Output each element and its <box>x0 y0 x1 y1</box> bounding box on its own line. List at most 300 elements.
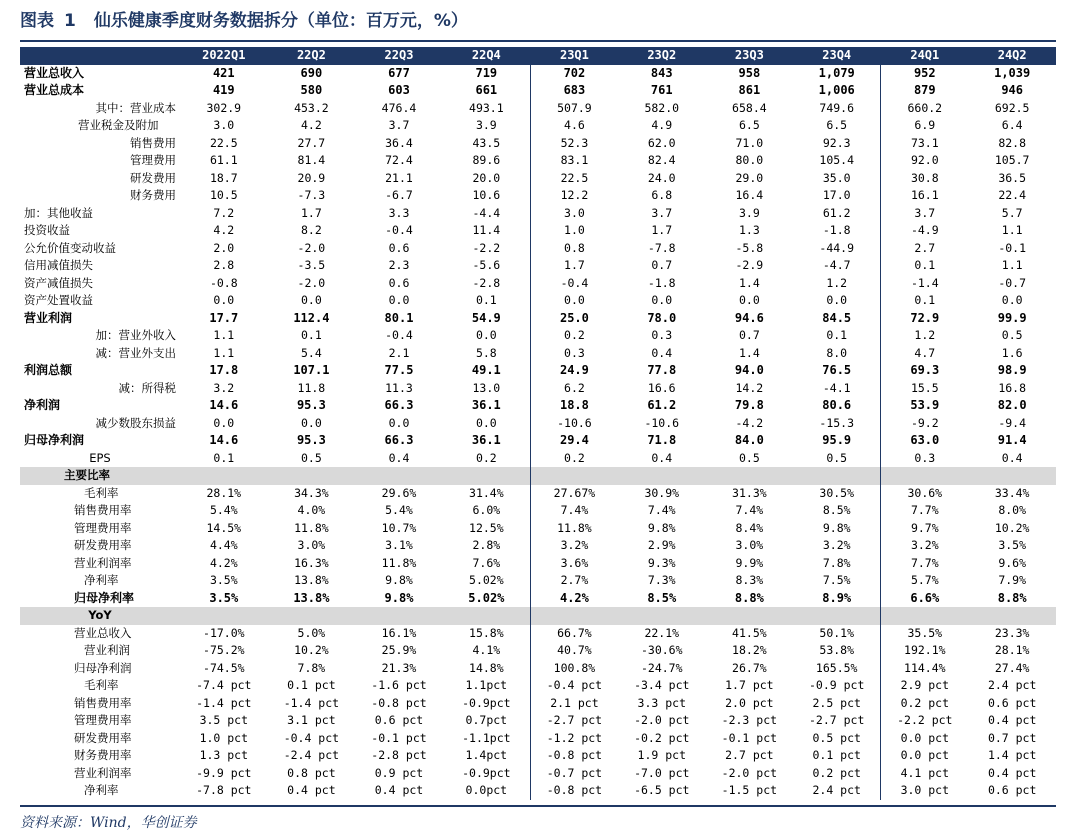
value-cell: 3.6% <box>530 555 618 573</box>
value-cell: 861 <box>738 83 761 97</box>
value-cell: 0.4 <box>651 345 673 360</box>
value-cell: 1.7 <box>651 223 673 237</box>
column-header: 23Q4 <box>793 47 881 65</box>
value-cell: 3.5% <box>209 590 239 605</box>
column-header: 23Q3 <box>706 47 794 65</box>
row-label: 资产处置收益 <box>24 293 93 307</box>
row-label: 营业利润率 <box>74 765 132 780</box>
row-label: 减：营业外支出 <box>95 345 176 360</box>
value-cell: 16.1 <box>881 187 969 205</box>
value-cell: 10.2% <box>994 520 1030 535</box>
value-cell: 4.0% <box>297 503 326 517</box>
value-cell: 82.4 <box>647 153 676 167</box>
value-cell: 1.1 <box>213 328 235 342</box>
table-row <box>20 712 1056 730</box>
row-label: 营业税金及附加 <box>78 118 159 132</box>
value-cell: 3.0 <box>213 118 235 132</box>
value-cell: 580 <box>300 83 323 97</box>
value-cell: 0.3 <box>651 328 673 342</box>
value-cell: 1.0 <box>530 222 618 240</box>
value-cell: 7.7% <box>881 502 969 520</box>
value-cell: 0.0 <box>738 293 760 307</box>
value-cell: 1.4 <box>738 275 760 290</box>
value-cell: 192.1% <box>881 642 969 660</box>
value-cell: 5.02% <box>469 573 504 587</box>
value-cell: 1.7 <box>530 257 618 275</box>
value-cell: -44.9 <box>819 240 855 255</box>
value-cell: 26.7% <box>732 660 767 675</box>
value-cell: 1.9 pct <box>637 748 686 762</box>
value-cell: 3.2 <box>213 380 235 395</box>
value-cell: 35.5% <box>881 625 969 643</box>
table-row <box>20 765 1056 783</box>
column-header: 23Q2 <box>618 47 706 65</box>
value-cell: 1.0 pct <box>199 730 249 745</box>
value-cell: 7.6% <box>472 555 501 570</box>
value-cell: 0.0 <box>213 415 235 430</box>
value-cell: 4.2% <box>530 590 618 608</box>
value-cell: 12.2 <box>530 187 618 205</box>
value-cell: 4.7 <box>881 345 969 363</box>
value-cell: 30.9% <box>644 485 680 500</box>
value-cell: 0.1 pct <box>812 748 861 762</box>
value-cell: -1.6 pct <box>371 678 427 692</box>
value-cell: 3.3 <box>388 205 410 220</box>
table-row <box>20 502 1056 520</box>
title-rule <box>20 40 1056 42</box>
value-cell: 94.0 <box>734 363 764 377</box>
value-cell: 3.2% <box>822 538 851 552</box>
value-cell <box>706 467 794 485</box>
column-header: 24Q2 <box>968 47 1056 65</box>
value-cell: -4.1 <box>822 380 851 395</box>
value-cell: -1.8 <box>647 275 676 290</box>
value-cell: 14.8% <box>469 660 504 675</box>
value-cell: 21.3% <box>381 660 417 675</box>
value-cell: 95.9 <box>822 433 852 447</box>
value-cell: 0.0 <box>301 415 322 430</box>
row-label: 销售费用率 <box>74 695 132 710</box>
value-cell: 105.4 <box>819 153 855 167</box>
value-cell: 27.7 <box>297 135 326 150</box>
value-cell: 16.8 <box>998 380 1027 395</box>
value-cell: 5.8 <box>475 345 497 360</box>
value-cell: 15.8% <box>469 625 504 640</box>
value-cell: 0.6 <box>388 240 410 255</box>
value-cell: 13.8% <box>293 590 330 605</box>
value-cell: 25.9% <box>381 643 417 657</box>
value-cell: -2.7 pct <box>809 713 865 727</box>
value-cell: 5.0% <box>297 625 326 640</box>
value-cell: 0.4 pct <box>987 713 1037 727</box>
value-cell: 0.2 pct <box>812 765 861 780</box>
value-cell: 952 <box>881 65 969 83</box>
value-cell: 23.3% <box>994 625 1030 640</box>
value-cell: -0.9 pct <box>809 678 865 692</box>
value-cell: -4.9 <box>881 222 969 240</box>
value-cell: 71.0 <box>735 135 764 150</box>
value-cell: -2.0 <box>297 275 326 290</box>
value-cell: 453.2 <box>294 100 329 115</box>
table-row <box>20 117 1056 135</box>
value-cell: 53.9 <box>881 397 969 415</box>
value-cell: 0.6 pct <box>987 783 1037 797</box>
value-cell: 661 <box>475 83 498 97</box>
value-cell: -0.9pct <box>462 695 511 710</box>
value-cell: 1.7 <box>301 205 322 220</box>
row-label: YoY <box>20 607 180 625</box>
value-cell: -0.7 <box>998 275 1027 290</box>
value-cell: 2.7% <box>530 572 618 590</box>
column-header: 23Q1 <box>530 47 618 65</box>
row-label: 净利润 <box>24 398 61 412</box>
table-row <box>20 660 1056 678</box>
value-cell: 114.4% <box>881 660 969 678</box>
figure-title-text: 仙乐健康季度财务数据拆分（单位：百万元，%） <box>93 11 468 31</box>
figure-title <box>20 8 468 34</box>
value-cell: 22.4 <box>998 188 1027 202</box>
value-cell: 76.5 <box>822 363 852 377</box>
value-cell: 0.0 pct <box>881 747 969 765</box>
value-cell: 73.1 <box>881 135 969 153</box>
value-cell: 692.5 <box>994 100 1030 115</box>
value-cell: -0.7 pct <box>530 765 618 783</box>
row-label: 加：营业外收入 <box>95 328 176 342</box>
value-cell: 0.0pct <box>465 783 508 797</box>
table-row <box>20 625 1056 643</box>
value-cell: 2.7 <box>881 240 969 258</box>
row-label: 销售费用率 <box>74 503 132 517</box>
value-cell: 36.1 <box>471 433 501 447</box>
value-cell: 94.6 <box>734 310 764 325</box>
value-cell: 879 <box>881 82 969 100</box>
value-cell: 3.7 <box>388 118 410 132</box>
value-cell: 16.4 <box>735 188 764 202</box>
value-cell: 6.9 <box>881 117 969 135</box>
value-cell: -1.5 pct <box>721 783 778 797</box>
row-label: 利润总额 <box>24 363 73 377</box>
value-cell: 5.4% <box>385 503 413 517</box>
value-cell: 9.8% <box>822 520 851 535</box>
value-cell <box>793 467 881 485</box>
value-cell <box>268 607 356 625</box>
value-cell: 35.0 <box>822 170 851 185</box>
value-cell: 0.0 pct <box>881 730 969 748</box>
value-cell: 1.4pct <box>465 748 508 762</box>
value-cell: 112.4 <box>293 310 330 325</box>
value-cell: 2.0 <box>213 240 235 255</box>
value-cell: 92.0 <box>881 152 969 170</box>
value-cell: -0.1 pct <box>371 730 427 745</box>
value-cell: 761 <box>650 83 673 97</box>
value-cell: 0.4 <box>1001 450 1023 465</box>
value-cell: 10.7% <box>381 520 417 535</box>
value-cell: -4.4 <box>472 205 501 220</box>
value-cell: 476.4 <box>381 100 417 115</box>
row-label: 加：其他收益 <box>24 205 93 220</box>
value-cell: -3.5 <box>297 258 326 272</box>
table-row <box>20 450 1056 468</box>
value-cell: 61.2 <box>822 205 851 220</box>
value-cell: 3.3 pct <box>637 695 686 710</box>
value-cell: 0.0 <box>826 293 848 307</box>
value-cell: 6.2 <box>530 380 618 398</box>
value-cell: -5.8 <box>735 240 764 255</box>
value-cell: 8.5% <box>647 590 677 605</box>
value-cell: 41.5% <box>732 625 767 640</box>
value-cell: 0.4 <box>388 450 410 465</box>
figure-number: 1 <box>64 11 76 31</box>
value-cell <box>180 607 268 625</box>
section-header-row <box>20 467 1056 485</box>
value-cell: 14.5% <box>206 520 242 535</box>
value-cell: -1.4 pct <box>283 695 340 710</box>
value-cell: -74.5% <box>203 660 245 675</box>
value-cell: 0.5 <box>301 450 322 465</box>
value-cell: 72.9 <box>881 310 969 328</box>
value-cell: 11.8 <box>297 380 326 395</box>
value-cell: -9.4 <box>998 415 1027 430</box>
value-cell: -0.4 <box>530 275 618 293</box>
value-cell: -7.3 <box>297 188 326 202</box>
value-cell: 0.0 <box>475 328 497 342</box>
value-cell: 1,039 <box>994 65 1031 80</box>
value-cell: -1.8 <box>822 223 851 237</box>
value-cell: 0.5 <box>1001 328 1023 342</box>
value-cell: 2.3 <box>388 258 410 272</box>
value-cell: 40.7% <box>530 642 618 660</box>
value-cell: 107.1 <box>293 363 330 377</box>
value-cell: -17.0% <box>203 625 245 640</box>
value-cell: 0.0 <box>1001 293 1023 307</box>
value-cell: 2.4 pct <box>987 678 1037 692</box>
value-cell: -0.4 pct <box>283 730 340 745</box>
row-label: 减少数股东损益 <box>95 415 176 430</box>
value-cell: 20.9 <box>297 170 326 185</box>
value-cell: 3.5% <box>998 538 1027 552</box>
figure-label: 图表 <box>20 11 54 31</box>
value-cell: 22.1% <box>644 625 680 640</box>
row-label: 管理费用率 <box>74 713 132 727</box>
value-cell: 946 <box>1001 83 1024 97</box>
value-cell: 79.8 <box>734 398 764 412</box>
value-cell: 95.3 <box>296 433 326 447</box>
value-cell: 20.0 <box>472 170 501 185</box>
value-cell: 0.0 <box>388 293 410 307</box>
value-cell: 0.0 <box>530 292 618 310</box>
value-cell: -2.0 pct <box>634 713 690 727</box>
value-cell: 3.2% <box>530 537 618 555</box>
row-label: 营业总成本 <box>24 83 85 97</box>
value-cell <box>881 467 969 485</box>
value-cell: 7.9% <box>998 573 1027 587</box>
value-cell: 2.5 pct <box>812 695 861 710</box>
value-cell: 9.3% <box>647 555 676 570</box>
value-cell: 419 <box>212 83 235 97</box>
value-cell: 0.6 <box>388 275 410 290</box>
row-label: 资产减值损失 <box>24 275 93 290</box>
section-header-row <box>20 607 1056 625</box>
value-cell: 690 <box>300 65 323 80</box>
value-cell: 0.6 pct <box>987 695 1037 710</box>
value-cell: 0.1 <box>475 293 497 307</box>
value-cell: 84.5 <box>822 310 852 325</box>
table-row <box>20 135 1056 153</box>
value-cell: 18.2% <box>732 643 767 657</box>
value-cell: 4.4% <box>209 538 238 552</box>
value-cell: 78.0 <box>647 310 677 325</box>
value-cell: -0.4 <box>385 328 413 342</box>
value-cell: 3.2% <box>881 537 969 555</box>
value-cell: 80.0 <box>735 153 764 167</box>
value-cell: 3.0 pct <box>881 782 969 800</box>
value-cell: -30.6% <box>640 643 683 657</box>
value-cell: 8.3% <box>735 573 764 587</box>
table-row <box>20 747 1056 765</box>
value-cell: 1.4 <box>738 345 760 360</box>
value-cell: 0.0 <box>213 293 235 307</box>
value-cell: -6.7 <box>385 188 413 202</box>
value-cell: 0.0 <box>301 293 322 307</box>
row-label: 研发费用率 <box>74 730 132 745</box>
value-cell: -4.7 <box>822 258 851 272</box>
value-cell: 82.8 <box>998 135 1027 150</box>
value-cell: 2.8% <box>472 538 501 552</box>
value-cell: 0.1 <box>826 328 848 342</box>
value-cell: 5.4% <box>209 503 238 517</box>
value-cell: 66.3 <box>384 433 414 447</box>
value-cell: 80.1 <box>384 310 414 325</box>
table-row <box>20 100 1056 118</box>
value-cell: 8.4% <box>735 520 764 535</box>
value-cell: 49.1 <box>471 363 501 377</box>
value-cell <box>355 467 443 485</box>
row-label: 净利率 <box>84 573 119 587</box>
value-cell: 1.3 pct <box>199 748 249 762</box>
value-cell: 10.6 <box>472 188 501 202</box>
table-row <box>20 695 1056 713</box>
value-cell: -0.4 pct <box>530 677 618 695</box>
value-cell: 11.4 <box>472 223 501 237</box>
value-cell: 71.8 <box>647 433 677 447</box>
value-cell: 719 <box>475 65 498 80</box>
value-cell: -1.4 <box>881 275 969 293</box>
value-cell: 81.4 <box>297 153 326 167</box>
value-cell: 7.4% <box>530 502 618 520</box>
column-header: 22Q2 <box>268 47 356 65</box>
table-row <box>20 485 1056 503</box>
value-cell: 0.0 <box>475 415 497 430</box>
value-cell: -1.2 pct <box>530 730 618 748</box>
value-cell: -2.8 pct <box>371 748 427 762</box>
value-cell: 0.8 <box>530 240 618 258</box>
row-label: 研发费用率 <box>74 538 132 552</box>
value-cell: 31.3% <box>732 485 767 500</box>
value-cell: 7.4% <box>735 503 764 517</box>
value-cell: 1.1 <box>1001 258 1023 272</box>
value-cell: 28.1% <box>206 485 242 500</box>
column-header: 24Q1 <box>881 47 969 65</box>
value-cell: 0.0 <box>388 415 410 430</box>
value-cell: 165.5% <box>815 660 858 675</box>
value-cell: 0.2 <box>475 450 497 465</box>
value-cell: 6.8 <box>651 188 673 202</box>
value-cell: 43.5 <box>472 135 501 150</box>
table-row <box>20 642 1056 660</box>
value-cell: 749.6 <box>819 100 855 115</box>
row-label: 归母净利润 <box>74 660 132 675</box>
value-cell: 1.2 <box>826 275 848 290</box>
bottom-rule <box>20 805 1056 807</box>
value-cell: 1.1 <box>1001 223 1023 237</box>
value-cell: 14.6 <box>209 398 239 412</box>
value-cell: 0.4 pct <box>987 765 1037 780</box>
value-cell: 17.8 <box>209 363 239 377</box>
value-cell: 8.5% <box>822 503 851 517</box>
value-cell: 658.4 <box>732 100 767 115</box>
value-cell: 72.4 <box>385 153 413 167</box>
value-cell <box>443 467 531 485</box>
value-cell <box>268 467 356 485</box>
value-cell: 2.9 pct <box>881 677 969 695</box>
value-cell: 660.2 <box>881 100 969 118</box>
table-row <box>20 240 1056 258</box>
value-cell: 28.1% <box>994 643 1030 657</box>
value-cell: 3.1% <box>385 538 413 552</box>
value-cell <box>180 467 268 485</box>
value-cell: 22.5 <box>209 135 238 150</box>
value-cell: 5.02% <box>468 590 505 605</box>
value-cell: 6.6% <box>881 590 969 608</box>
table-row <box>20 380 1056 398</box>
value-cell <box>443 607 531 625</box>
value-cell: 493.1 <box>469 100 504 115</box>
value-cell: 16.6 <box>647 380 676 395</box>
value-cell: 1.3 <box>738 223 760 237</box>
value-cell: 3.0 <box>530 205 618 223</box>
row-label: 营业利润率 <box>74 555 132 570</box>
value-cell: -2.0 pct <box>721 765 778 780</box>
row-label: 减：所得税 <box>118 380 176 395</box>
value-cell: -0.2 pct <box>634 730 690 745</box>
value-cell: 0.5 <box>826 450 848 465</box>
row-label: 销售费用 <box>130 135 176 150</box>
value-cell: 14.2 <box>735 380 764 395</box>
row-label: 毛利率 <box>84 485 119 500</box>
row-label: 营业总收入 <box>74 625 132 640</box>
row-label: 营业总收入 <box>24 65 85 80</box>
value-cell: 36.5 <box>998 170 1027 185</box>
value-cell: 0.7 <box>738 328 760 342</box>
value-cell: -7.8 <box>647 240 676 255</box>
value-cell: 9.8% <box>647 520 676 535</box>
row-label: 营业利润 <box>84 643 130 657</box>
value-cell: 0.5 pct <box>812 730 861 745</box>
value-cell: 0.7 <box>651 258 673 272</box>
value-cell: 4.2 <box>301 118 322 132</box>
value-cell: -1.4 pct <box>196 695 252 710</box>
value-cell: 105.7 <box>994 153 1030 167</box>
value-cell: 25.0 <box>530 310 618 328</box>
value-cell: 66.7% <box>530 625 618 643</box>
table-row <box>20 520 1056 538</box>
value-cell: 50.1% <box>819 625 855 640</box>
value-cell: 34.3% <box>294 485 329 500</box>
value-cell: 17.0 <box>822 188 851 202</box>
row-label: 净利率 <box>84 783 119 797</box>
value-cell: 0.4 pct <box>374 783 424 797</box>
value-cell: -0.1 pct <box>721 730 778 745</box>
